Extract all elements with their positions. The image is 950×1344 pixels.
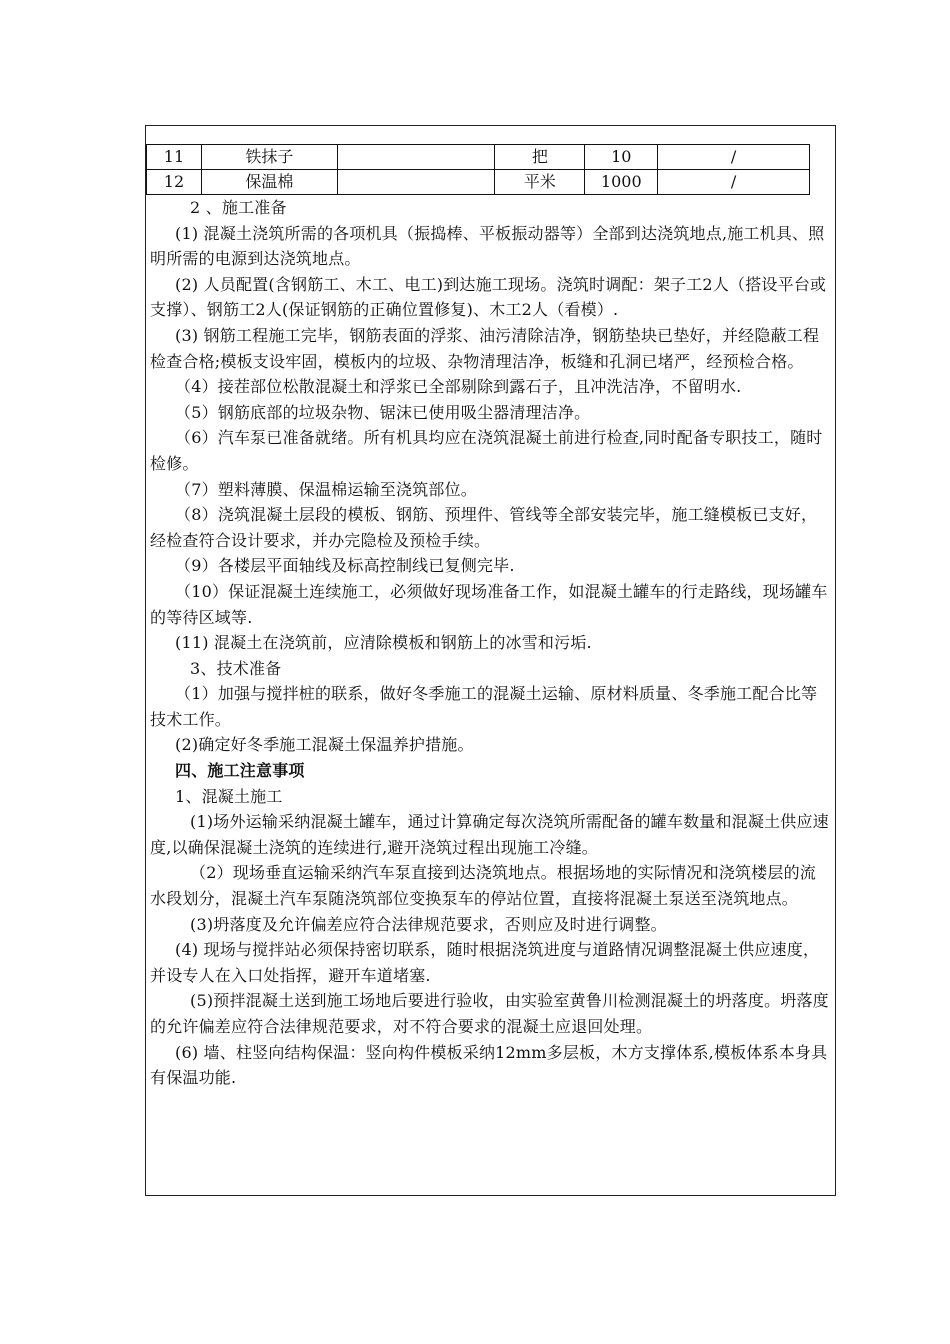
paragraph: （5）钢筋底部的垃圾杂物、锯沫已使用吸尘器清理洁净。 xyxy=(175,402,591,422)
paragraph: （2）现场垂直运输采纳汽车泵直接到达浇筑地点。根据场地的实际情况和浇筑楼层的流水段划分，混凝土汽车泵随浇筑部位变换泵车的停站位置，直接将混凝土泵送至浇筑地点。 xyxy=(150,863,816,909)
table-row xyxy=(147,170,810,195)
row-number: 12 xyxy=(147,170,202,195)
item-quantity: 10 xyxy=(585,145,658,170)
item-note: / xyxy=(658,145,810,170)
paragraph: (1)场外运输采纳混凝土罐车，通过计算确定每次浇筑所需配备的罐车数量和混凝土供应速度,以确保混凝土浇筑的连续进行,避开浇筑过程出现施工冷缝。 xyxy=(150,812,829,857)
paragraph: (2) 人员配置(含钢筋工、木工、电工)到达施工现场。浇筑时调配：架子工2人（搭设平台或支撑）、钢筋工2人(保证钢筋的正确位置修复)、木工2人（看模）. xyxy=(150,274,827,320)
paragraph: 1、混凝土施工 xyxy=(175,786,283,806)
item-name: 铁抹子 xyxy=(201,145,337,170)
paragraph: (4) 现场与搅拌站必须保持密切联系，随时根据浇筑进度与道路情况调整混凝土供应速度，并设专人在入口处指挥，避开车道堵塞. xyxy=(150,940,820,985)
paragraph: （1）加强与搅拌桩的联系，做好冬季施工的混凝土运输、原材料质量、冬季施工配合比等技术工作。 xyxy=(150,684,818,729)
item-spec xyxy=(337,170,495,195)
item-name: 保温棉 xyxy=(201,170,337,195)
document-body xyxy=(150,195,830,1091)
section-heading: 四、施工注意事项 xyxy=(175,761,305,781)
paragraph: (11) 混凝土在浇筑前，应清除模板和钢筋上的冰雪和污垢. xyxy=(175,633,592,653)
item-note: / xyxy=(658,170,810,195)
paragraph: (3)坍落度及允许偏差应符合法律规范要求，否则应及时进行调整。 xyxy=(190,914,667,934)
item-spec xyxy=(337,145,495,170)
paragraph: 3、技术准备 xyxy=(190,658,282,678)
paragraph: （10）保证混凝土连续施工，必须做好现场准备工作，如混凝土罐车的行走路线，现场罐车的等待区域等. xyxy=(150,581,828,627)
paragraph: (2)确定好冬季施工混凝土保温养护措施。 xyxy=(175,735,474,755)
paragraph: (3) 钢筋工程施工完毕，钢筋表面的浮浆、油污清除洁净，钢筋垫块已垫好，并经隐蔽工程检查合格;模板支设牢固，模板内的垃圾、杂物清理洁净，板缝和孔洞已堵严，经预检合格。 xyxy=(150,325,820,371)
item-unit: 把 xyxy=(495,145,585,170)
row-number: 11 xyxy=(147,145,202,170)
paragraph: （8）浇筑混凝土层段的模板、钢筋、预埋件、管线等全部安装完毕，施工缝模板已支好，经检查符合设计要求，并办完隐检及预检手续。 xyxy=(150,505,818,550)
item-unit: 平米 xyxy=(495,170,585,195)
paragraph: 2 、施工准备 xyxy=(190,198,287,217)
item-quantity: 1000 xyxy=(585,170,658,195)
materials-table xyxy=(146,144,810,195)
paragraph: （9）各楼层平面轴线及标高控制线已复侧完毕. xyxy=(175,556,515,576)
paragraph: （6）汽车泵已准备就绪。所有机具均应在浇筑混凝土前进行检查,同时配备专职技工，随时检修。 xyxy=(150,428,823,473)
paragraph: (6) 墙、柱竖向结构保温：竖向构件模板采纳12mm多层板，木方支撑体系,模板体系本身具有保温功能. xyxy=(150,1042,828,1088)
paragraph: （7）塑料薄膜、保温棉运输至浇筑部位。 xyxy=(175,479,477,499)
paragraph: (1) 混凝土浇筑所需的各项机具（振捣棒、平板振动器等）全部到达浇筑地点,施工机具、照明所需的电源到达浇筑地点。 xyxy=(150,223,825,269)
paragraph: (5)预拌混凝土送到施工场地后要进行验收，由实验室黄鲁川检测混凝土的坍落度。坍落度的允许偏差应符合法律规范要求，对不符合要求的混凝土应退回处理。 xyxy=(150,991,829,1036)
table-row xyxy=(147,145,810,170)
paragraph: （4）接茬部位松散混凝土和浮浆已全部剔除到露石子，且冲洗洁净，不留明水. xyxy=(175,377,742,397)
